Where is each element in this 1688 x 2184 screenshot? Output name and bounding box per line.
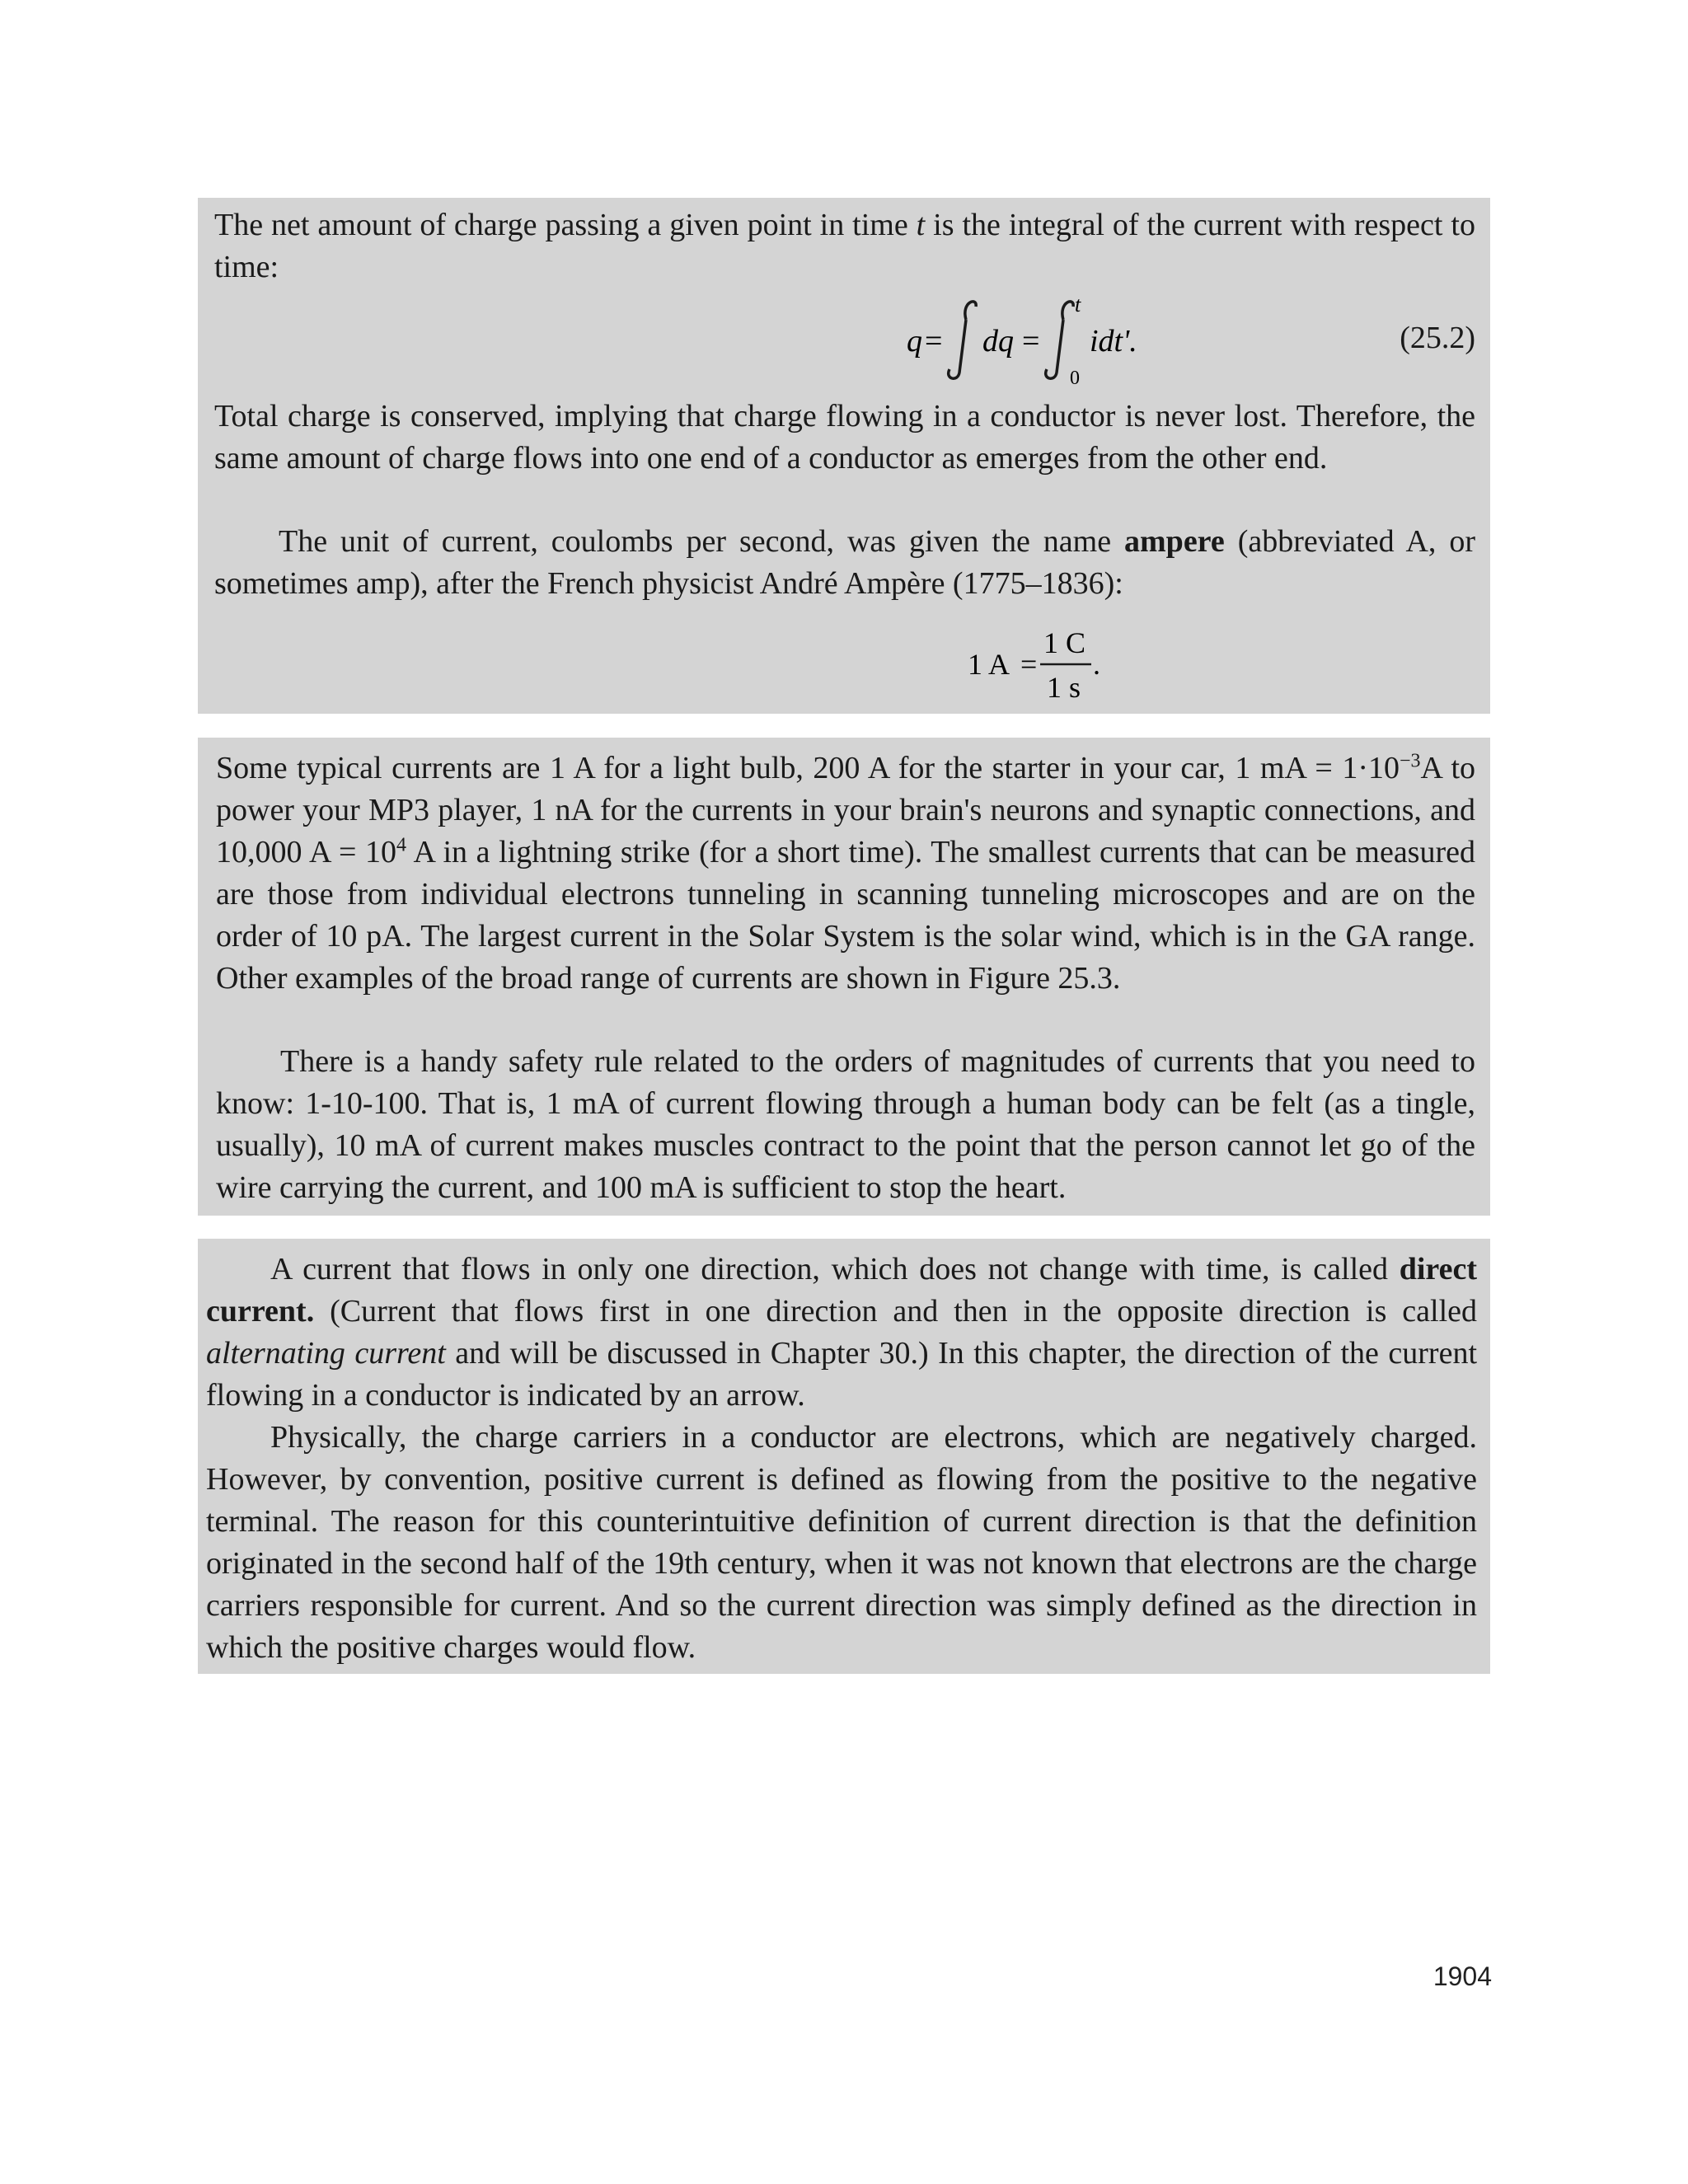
paragraph-current-convention: Physically, the charge carriers in a conductor are electrons, which are negatively charged. However, by convention, positive current is defined as flowing from the positive to the negative terminal. The reason for this counterintuitive definition of current direction is that the definition originated in the second half of the 19th century, when it was not known that electrons are the charge carriers responsible for current. And so the current direction was simply defined as the direction in which the positive charges would flow.	[206, 1420, 1477, 1665]
page-number: 1904	[1432, 1961, 1492, 1991]
integral-lower-limit: 0	[1070, 368, 1080, 386]
text-run: and will be discussed in Chapter 30.) In this chapter, the direction of the current flowing in a conductor is indicated by an arrow.	[206, 1336, 1478, 1413]
text-box-typical-currents	[198, 738, 1490, 1216]
paragraph-direct-current	[206, 1249, 1477, 1417]
eq-dq: dq	[982, 324, 1014, 359]
text-run: The unit of current, coulombs per second, was given the name	[279, 524, 1125, 559]
term-alternating-current: alternating current	[206, 1336, 446, 1371]
eq-equals-1: =	[925, 324, 943, 359]
text-run: The net amount of charge passing a given point in time	[214, 208, 917, 242]
eq-lhs: 1 A	[968, 648, 1010, 681]
eq-equals-2: =	[1022, 324, 1040, 359]
superscript: −3	[1400, 750, 1421, 772]
text-box-charge-integral	[198, 198, 1490, 714]
integral-equation-graphic	[907, 287, 1203, 386]
fraction-numerator: 1 C	[1043, 626, 1086, 659]
text-run: Some typical currents are 1 A for a light bulb, 200 A for the starter in your car, 1 mA = 1·10	[216, 751, 1400, 785]
text-run: A in a lightning strike (for a short time). The smallest currents that can be measured are those from individual electrons tunneling in scanning tunneling microscopes and are on the order of 10 pA. The largest current in the Solar System is the solar wind, which is in the GA range. Other examples of the broad range of currents are shown in Figure 25.3.	[216, 835, 1475, 996]
equation-number: (25.2)	[1400, 321, 1475, 355]
fraction-denominator: 1 s	[1047, 671, 1081, 704]
term-direct-current: direct current.	[206, 1252, 1477, 1329]
paragraph-safety-rule: There is a handy safety rule related to the orders of magnitudes of currents that you need to know: 1-10-100. That is, 1 mA of current flowing through a human body can be felt (as a tingle, usually), 10 mA of current makes muscles contract to the point that the person cannot let go of the wire carrying the current, and 100 mA is sufficient to stop the heart.	[216, 1044, 1475, 1205]
paragraph-typical-currents	[216, 748, 1475, 1000]
eq-idt: idt'.	[1090, 324, 1137, 359]
term-ampere: ampere	[1124, 524, 1225, 559]
equation-25-2	[198, 287, 1490, 386]
variable-t: t	[916, 208, 926, 242]
eq-period: .	[1093, 648, 1100, 681]
paragraph-ampere-unit	[214, 521, 1475, 605]
integral-sign-1	[949, 302, 976, 378]
text-run: (abbreviated A, or sometimes amp), after the French physicist André Ampère (1775–1836):	[214, 524, 1475, 601]
integral-upper-limit: t	[1075, 293, 1081, 316]
text-run: A to power your MP3 player, 1 nA for the currents in your brain's neurons and synaptic connections, and 10,000 A = 10	[216, 751, 1476, 869]
superscript: 4	[396, 834, 406, 856]
paragraph-charge-integral	[214, 204, 1475, 288]
eq-equals: =	[1020, 648, 1038, 681]
text-run: A current that flows in only one direction, which does not change with time, is called	[270, 1252, 1400, 1286]
text-run: is the integral of the current with respect to time:	[214, 208, 1475, 284]
text-box-direct-current	[198, 1239, 1490, 1674]
text-run: (Current that flows first in one direction and then in the opposite direction is called	[314, 1294, 1477, 1329]
eq-q: q	[907, 324, 922, 359]
paragraph-charge-conserved: Total charge is conserved, implying that charge flowing in a conductor is never lost. Therefore, the same amount of charge flows into one end of a conductor as emerges from the other end.	[214, 399, 1475, 476]
ampere-fraction-graphic	[968, 620, 1132, 710]
equation-ampere-definition	[198, 620, 1490, 710]
